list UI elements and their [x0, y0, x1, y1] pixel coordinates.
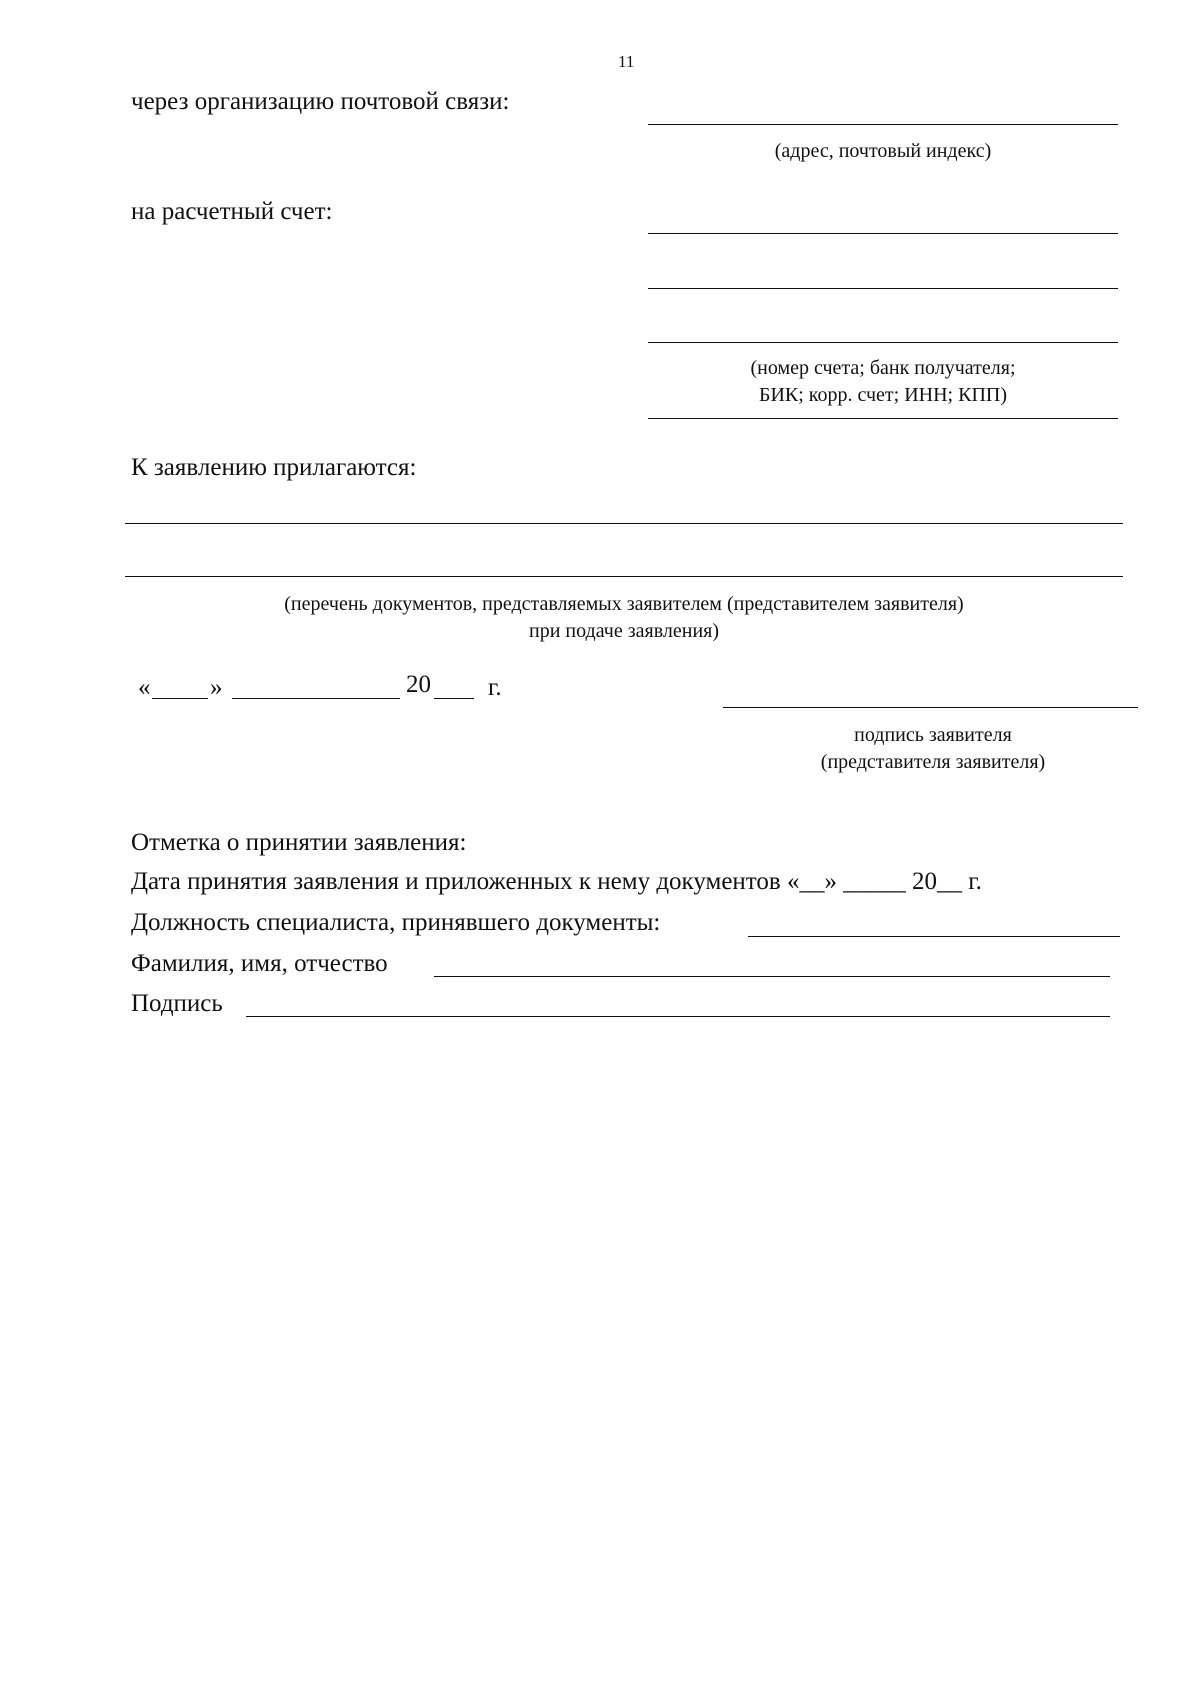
postal-caption: (адрес, почтовый индекс) — [774, 140, 992, 162]
bank-label: на расчетный счет: — [131, 198, 333, 225]
page-number: 11 — [618, 52, 635, 71]
date-year-prefix: 20 — [406, 671, 431, 698]
acceptance-name-field[interactable] — [434, 976, 1110, 977]
postal-label: через организацию почтовой связи: — [131, 88, 510, 115]
attachments-field-2[interactable] — [125, 576, 1123, 577]
date-close-quote: » — [210, 674, 223, 701]
signature-caption-line1: подпись заявителя — [854, 724, 1012, 746]
signature-caption-line2: (представителя заявителя) — [820, 751, 1046, 773]
acceptance-position-field[interactable] — [748, 936, 1120, 937]
date-month-field[interactable] — [232, 698, 400, 699]
bank-field-4[interactable] — [648, 418, 1118, 419]
date-year-field[interactable] — [434, 698, 474, 699]
bank-caption-line1: (номер счета; банк получателя; — [750, 357, 1016, 379]
bank-caption-line2: БИК; корр. счет; ИНН; КПП) — [758, 384, 1007, 406]
attachments-label: К заявлению прилагаются: — [131, 454, 417, 481]
bank-field-1[interactable] — [648, 233, 1118, 234]
acceptance-signature-field[interactable] — [246, 1016, 1110, 1017]
attachments-caption-line2: при подаче заявления) — [529, 620, 719, 642]
bank-field-3[interactable] — [648, 342, 1118, 343]
bank-field-2[interactable] — [648, 288, 1118, 289]
attachments-field-1[interactable] — [125, 523, 1123, 524]
acceptance-date-label: Дата принятия заявления и приложенных к нему документов «__» _____ 20__ г. — [131, 868, 982, 895]
date-day-field[interactable] — [152, 698, 208, 699]
applicant-signature-field[interactable] — [723, 707, 1138, 708]
acceptance-signature-label: Подпись — [131, 990, 223, 1017]
acceptance-title: Отметка о принятии заявления: — [131, 829, 467, 856]
acceptance-name-label: Фамилия, имя, отчество — [131, 950, 388, 977]
postal-address-field[interactable] — [648, 124, 1118, 125]
attachments-caption-line1: (перечень документов, представляемых заявителем (представителем заявителя) — [284, 593, 964, 615]
acceptance-position-label: Должность специалиста, принявшего документы: — [131, 909, 661, 936]
date-year-suffix: г. — [488, 674, 502, 701]
date-open-quote: « — [138, 674, 151, 701]
